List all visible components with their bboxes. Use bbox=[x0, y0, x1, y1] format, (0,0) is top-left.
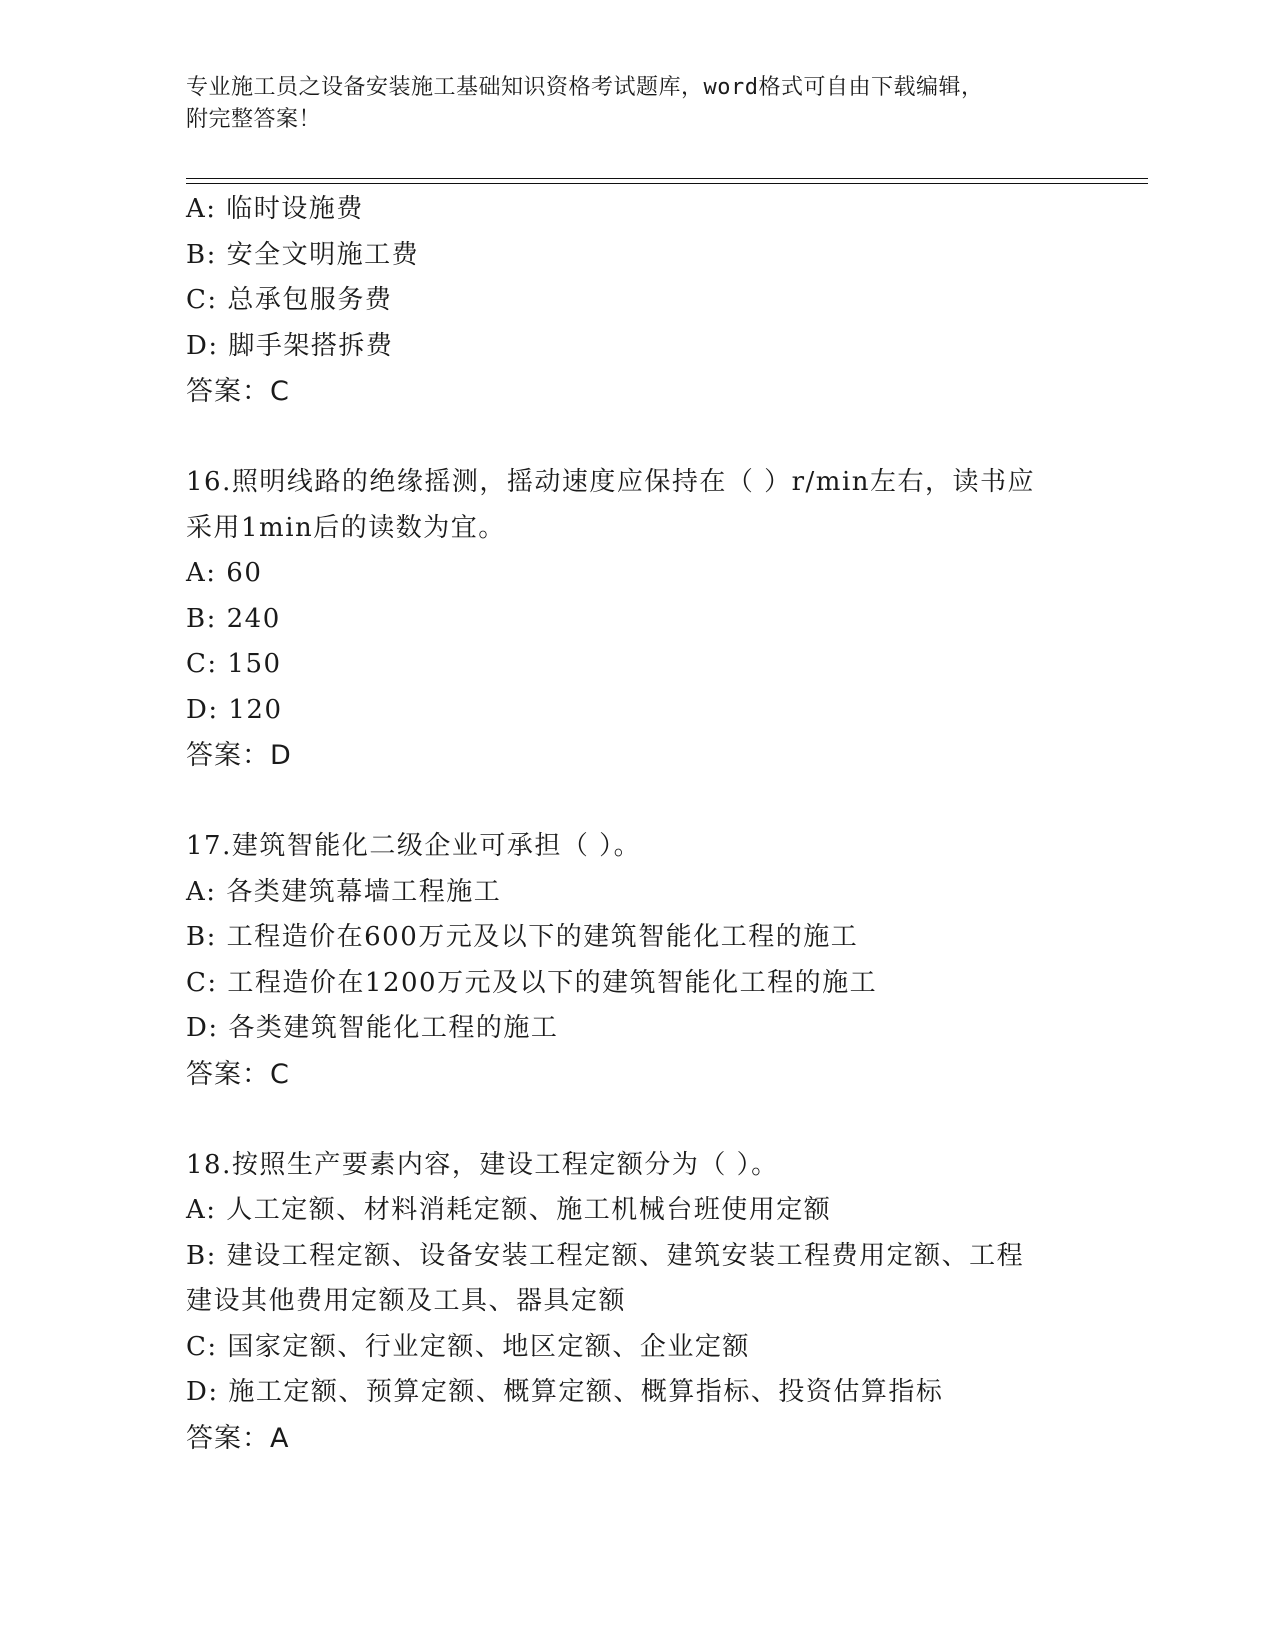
answer-line: 答案：C bbox=[186, 1058, 290, 1090]
option-a: A: 人工定额、材料消耗定额、施工机械台班使用定额 bbox=[186, 1195, 832, 1225]
question-stem-line-1: 16.照明线路的绝缘摇测，摇动速度应保持在（ ）r/min左右，读书应 bbox=[186, 467, 1036, 497]
option-d: D: 各类建筑智能化工程的施工 bbox=[186, 1013, 559, 1043]
option-b: B: 工程造价在600万元及以下的建筑智能化工程的施工 bbox=[186, 922, 859, 952]
option-a: A: 临时设施费 bbox=[186, 194, 364, 224]
option-b: B: 240 bbox=[186, 603, 281, 634]
answer-line: 答案：A bbox=[186, 1422, 290, 1454]
option-c: C: 工程造价在1200万元及以下的建筑智能化工程的施工 bbox=[186, 967, 878, 998]
option-d: D: 脚手架搭拆费 bbox=[186, 330, 394, 361]
question-18 bbox=[186, 1143, 1106, 1462]
option-d: D: 120 bbox=[186, 694, 283, 725]
question-list bbox=[186, 187, 1106, 1461]
answer-line: 答案：D bbox=[186, 740, 292, 771]
option-c: C: 总承包服务费 bbox=[186, 285, 393, 315]
header-line-1: 专业施工员之设备安装施工基础知识资格考试题库，word格式可自由下载编辑， bbox=[186, 75, 984, 100]
question-stem-line-1: 18.按照生产要素内容，建设工程定额分为（ ）。 bbox=[186, 1149, 779, 1180]
previous-question-block bbox=[186, 187, 1106, 415]
option-a: A: 各类建筑幕墙工程施工 bbox=[186, 876, 502, 907]
option-c: C: 国家定额、行业定额、地区定额、企业定额 bbox=[186, 1331, 750, 1362]
header-divider-top bbox=[186, 178, 1148, 179]
question-16 bbox=[186, 460, 1106, 779]
option-d: D: 施工定额、预算定额、概算定额、概算指标、投资估算指标 bbox=[186, 1377, 944, 1407]
option-b: B: 建设工程定额、设备安装工程定额、建筑安装工程费用定额、工程 bbox=[186, 1240, 1025, 1271]
question-17 bbox=[186, 824, 1106, 1097]
header-line-2: 附完整答案！ bbox=[186, 107, 322, 132]
answer-line: 答案：C bbox=[186, 376, 290, 407]
question-stem-line-2: 采用1min后的读数为宜。 bbox=[186, 512, 506, 543]
question-stem-line-1: 17.建筑智能化二级企业可承担（ ）。 bbox=[186, 831, 642, 861]
option-b-continued: 建设其他费用定额及工具、器具定额 bbox=[186, 1286, 627, 1316]
option-a: A: 60 bbox=[186, 558, 263, 588]
option-b: B: 安全文明施工费 bbox=[186, 239, 420, 270]
header-divider-bottom bbox=[186, 183, 1148, 184]
option-c: C: 150 bbox=[186, 649, 282, 679]
option-list bbox=[186, 187, 1106, 369]
document-header bbox=[186, 72, 1066, 136]
